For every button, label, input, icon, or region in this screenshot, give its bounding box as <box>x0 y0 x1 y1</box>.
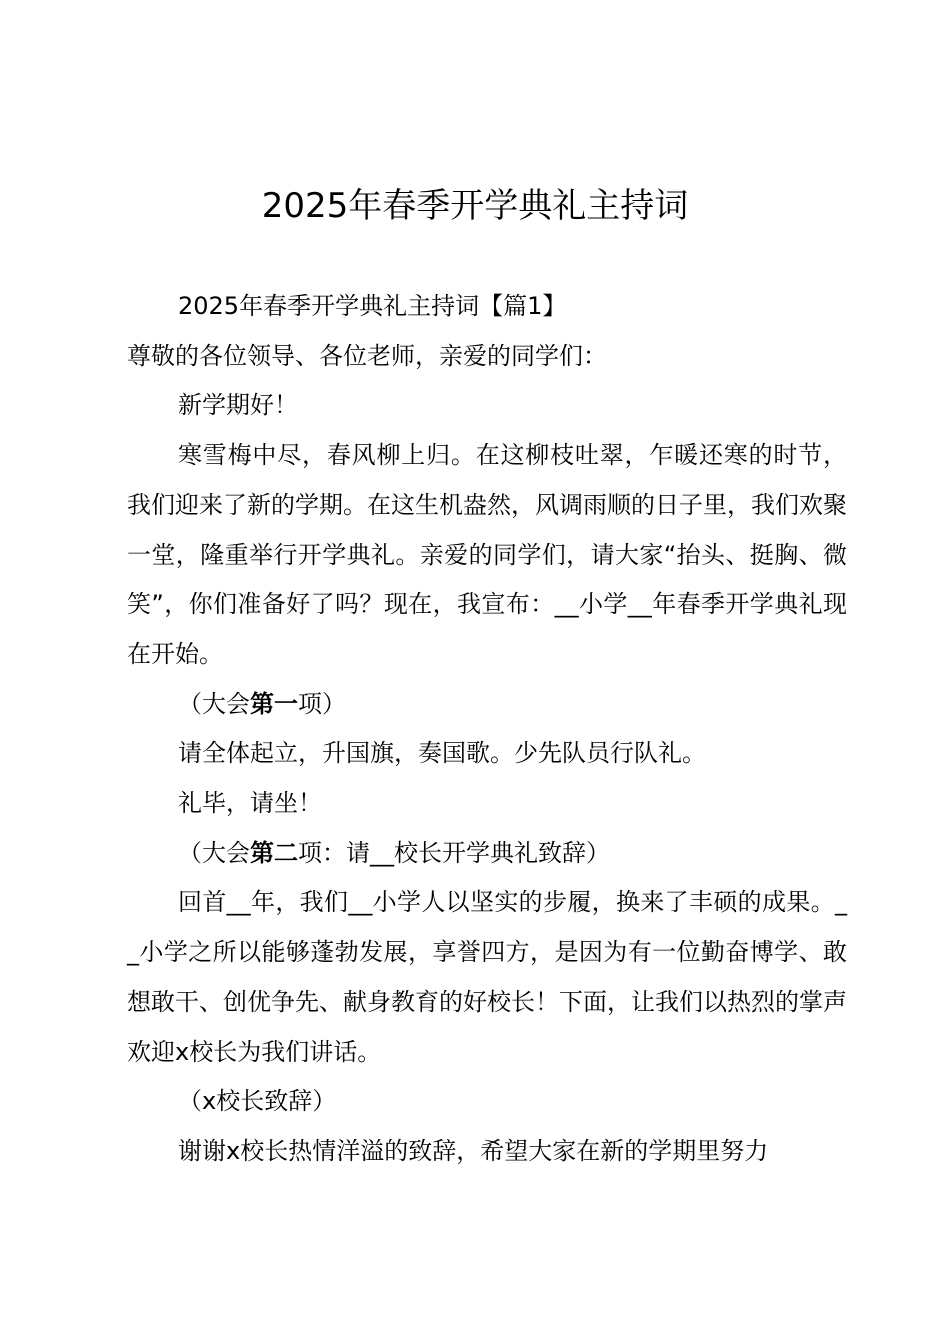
item2-heading-prefix: （大会 <box>178 838 250 867</box>
salutation-text: 尊敬的各位领导、各位老师，亲爱的同学们： <box>127 341 607 370</box>
document-title: 2025年春季开学典礼主持词 <box>261 186 689 226</box>
item1-heading-prefix: （大会 <box>178 689 250 718</box>
opening-text: 寒雪梅中尽，春风柳上归。在这柳枝吐翠，乍暖还寒的时节，我们迎来了新的学期。在这生机盎然，风调雨顺的日子里，我们欢聚一堂，隆重举行开学典礼。亲爱的同学们，请大家“抬头、挺胸、微笑”，你们准备好了吗？现在，我宣布：__小学__年春季开学典礼现在开始。 <box>127 441 847 668</box>
item2-heading-suffix: 项：请__校长开学典礼致辞） <box>298 838 610 867</box>
item1-end-paragraph <box>127 779 847 829</box>
item2-paragraph <box>127 878 847 1077</box>
closing-paragraph <box>127 1127 847 1177</box>
section-heading-text: 2025年春季开学典礼主持词【篇1】 <box>178 292 567 320</box>
item2-text: 回首__年，我们__小学人以坚实的步履，换来了丰硕的成果。__小学之所以能够蓬勃发展，享誉四方，是因为有一位勤奋博学、敢想敢干、创优争先、献身教育的好校长！下面，让我们以热烈的掌声欢迎x校长为我们讲话。 <box>127 888 847 1066</box>
closing-text: 谢谢x校长热情洋溢的致辞，希望大家在新的学期里努力 <box>178 1136 769 1165</box>
section-heading <box>127 282 847 332</box>
greeting-paragraph <box>127 381 847 431</box>
item2-heading <box>127 829 847 879</box>
item1-heading-suffix: 项） <box>298 689 346 718</box>
item1-end-text: 礼毕，请坐！ <box>178 789 322 818</box>
item2-heading-number: 第二 <box>250 838 298 867</box>
greeting-text: 新学期好！ <box>178 391 298 420</box>
item1-text: 请全体起立，升国旗，奏国歌。少先队员行队礼。 <box>178 739 706 768</box>
document-body <box>127 282 847 1177</box>
item1-paragraph <box>127 729 847 779</box>
salutation-paragraph <box>127 332 847 382</box>
item1-heading <box>127 680 847 730</box>
item1-heading-number: 第一 <box>250 689 298 718</box>
speech-note-text: （x校长致辞） <box>178 1087 337 1116</box>
opening-paragraph <box>127 431 847 680</box>
speech-note-paragraph <box>127 1077 847 1127</box>
